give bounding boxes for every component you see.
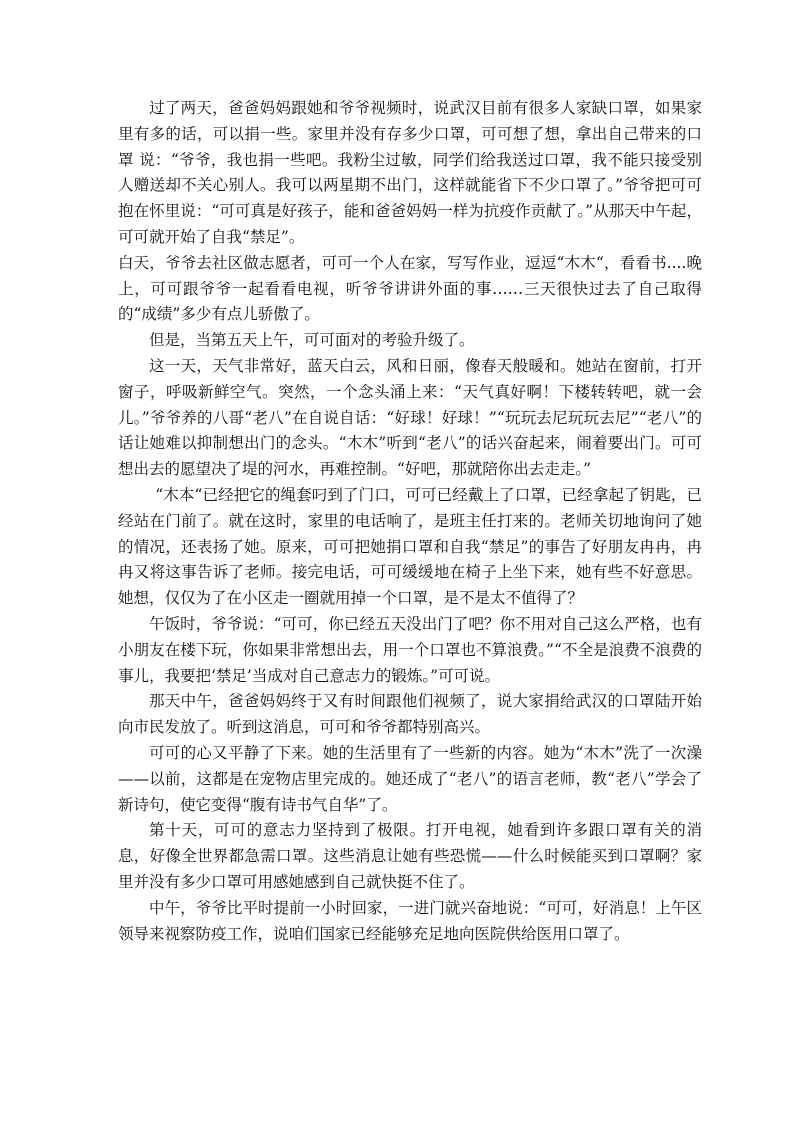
document-page xyxy=(118,96,702,947)
paragraph-9: 第十天，可可的意志力坚持到了极限。打开电视，她看到许多跟口罩有关的消息，好像全世界都急需口罩。这些消息让她有些恐慌——什么时候能买到口罩啊？家里并没有多少口罩可用感她感到自己就快挺不住了。 xyxy=(118,821,702,891)
paragraph-3: 但是，当第五天上午，可可面对的考验升级了。 xyxy=(149,331,475,350)
paragraph-4: 这一天，天气非常好，蓝天白云，风和日丽，像春天般暖和。她站在窗前，打开窗子，呼吸新鲜空气。突然，一个念头涌上来：“天气真好啊！下楼转转吧，就一会儿。”爷爷养的八哥“老八”在自说自话：“好球！好球！”“玩玩去尼玩玩去尼”“老八”的话让她难以抑制想出门的念头。“木木”听到“老八”的话兴奋起来，闹着要出门。可可想出去的愿望决了堤的河水，再难控制。“好吧，那就陪你出去走走。” xyxy=(118,356,702,479)
paragraph-8: 可可的心又平静了下来。她的生活里有了一些新的内容。她为“木木”洗了一次澡——以前，这都是在宠物店里完成的。她还成了“老八”的语言老师，教“老八”学会了新诗句，使它变得“腹有诗书气自华”了。 xyxy=(118,743,702,814)
paragraph-2: 白天，爷爷去社区做志愿者，可可一个人在家，写写作业，逗逗“木木“，看看书....晚上，可可跟爷爷一起看看电视，听爷爷讲讲外面的事……三天很快过去了自己取得的“成绩”多少有点儿骄傲了。 xyxy=(118,253,702,324)
paragraph-7: 那天中午，爸爸妈妈终于又有时间跟他们视频了，说大家捐给武汉的口罩陆开始向市民发放了。听到这消息，可可和爷爷都特别高兴。 xyxy=(118,692,702,737)
paragraph-6: 午饭时，爷爷说：“可可，你已经五天没出门了吧？你不用对自己这么严格，也有小朋友在楼下玩，你如果非常想出去，用一个口罩也不算浪费。”“不全是浪费不浪费的事儿，我要把‘禁足’当成对自己意志力的锻炼。”可可说。 xyxy=(118,614,702,685)
paragraph-10: 中午，爷爷比平时提前一小时回家，一进门就兴奋地说：“可可，好消息！上午区领导来视察防疫工作，说咱们国家已经能够充足地向医院供给医用口罩了。 xyxy=(118,898,702,943)
paragraph-5: “木本“已经把它的绳套叼到了门口，可可已经戴上了口罩，已经拿起了钥匙，已经站在门前了。就在这时，家里的电话响了，是班主任打来的。老师关切地询问了她的情况，还表扬了她。原来，可可把她捐口罩和自我“禁足”的事告了好朋友冉冉，冉冉又将这事告诉了老师。接完电话，可可缓缓地在椅子上坐下来，她有些不好意思。她想，仅仅为了在小区走一圈就用掉一个口罩，是不是太不值得了？ xyxy=(118,485,702,608)
paragraph-1: 过了两天，爸爸妈妈跟她和爷爷视频时，说武汉目前有很多人家缺口罩，如果家里有多的话，可以捐一些。家里并没有存多少口罩，可可想了想，拿出自己带来的口罩 说：“爷爷，我也捐一些吧。我粉尘过敏，同学们给我送过口罩，我不能只接受别人赠送却不关心别人。我可以两星期不出门，这样就能省下不少口罩了。”爷爷把可可抱在怀里说：“可可真是好孩子，能和爸爸妈妈一样为抗疫作贡献了。”从那天中午起，可可就开始了自我“禁足”。 xyxy=(118,99,702,246)
